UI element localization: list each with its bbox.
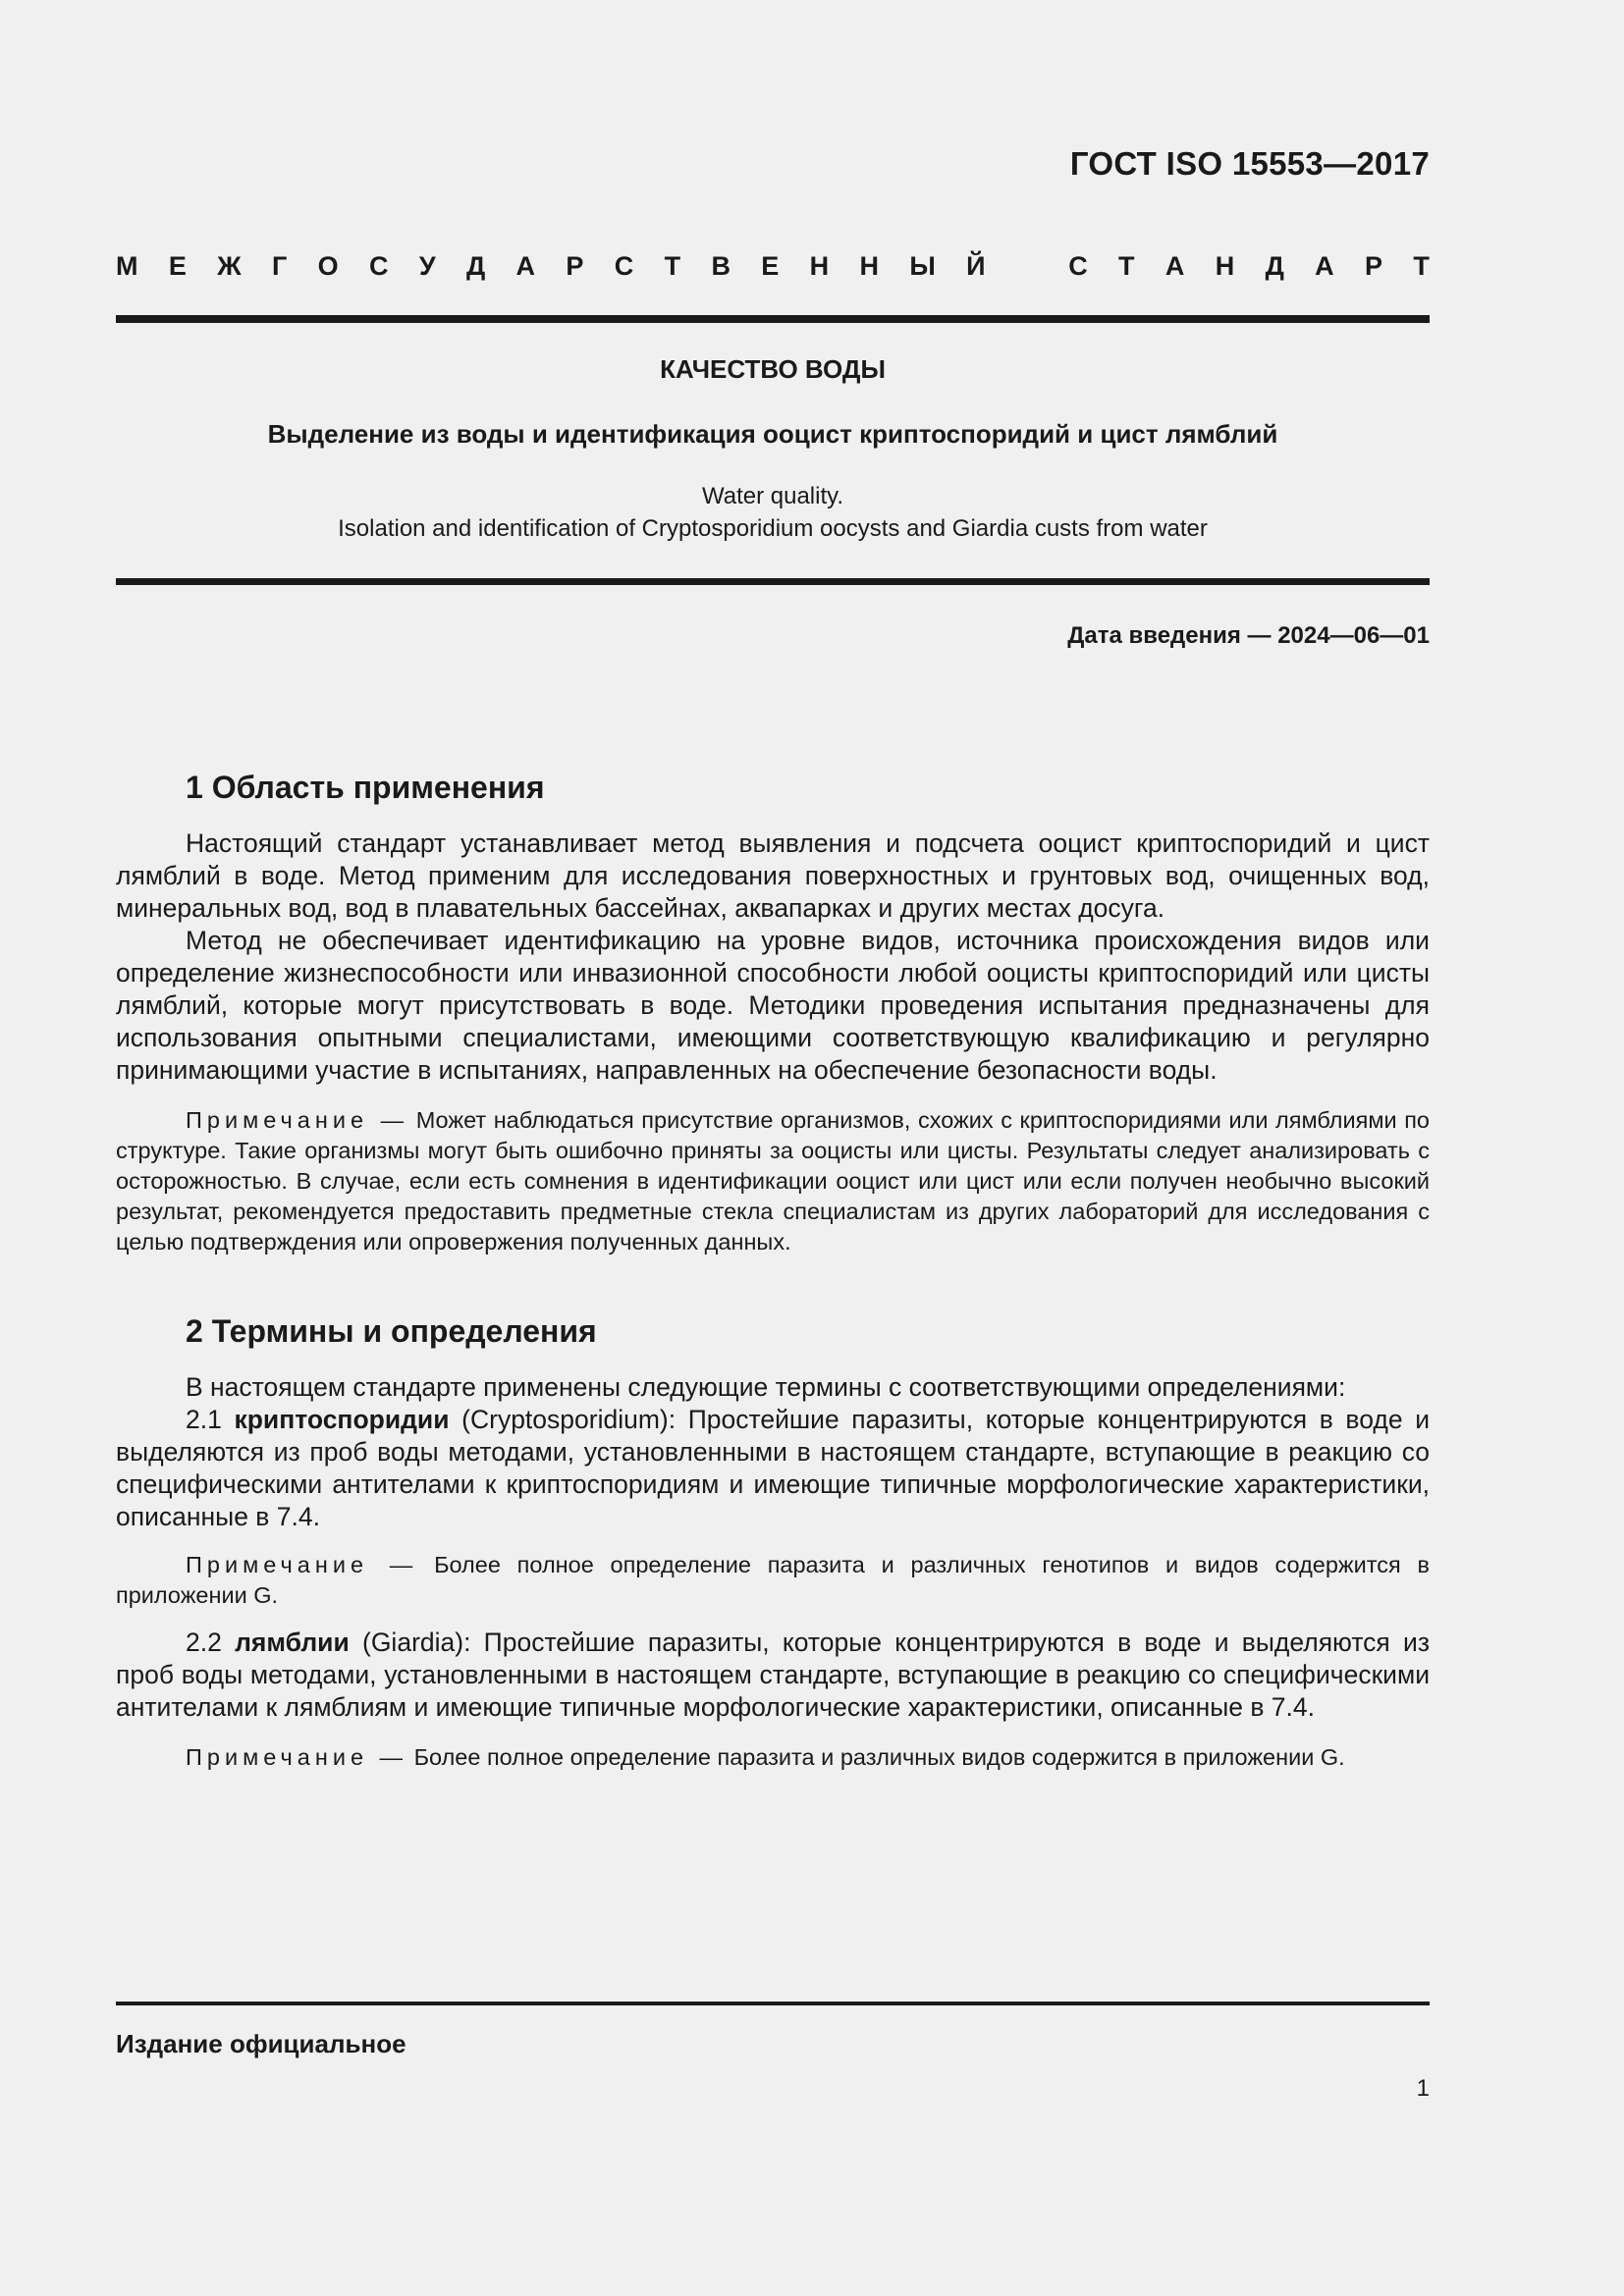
term-2-2 xyxy=(116,1627,1430,1724)
standard-type-letter: Т xyxy=(664,251,681,281)
term-number: 2.1 xyxy=(186,1405,222,1434)
standard-type-letter: Н xyxy=(1215,251,1235,281)
term-2-2-note xyxy=(116,1742,1430,1773)
term-name: лямблии xyxy=(235,1628,350,1657)
footer-rule xyxy=(116,2002,1430,2005)
document-page xyxy=(116,0,1430,2296)
section-2-intro: В настоящем стандарте применены следующие термины с соответствующими определениями: xyxy=(186,1372,1346,1402)
term-name: криптоспоридии xyxy=(234,1405,450,1434)
standard-type-letter: Т xyxy=(1413,251,1430,281)
edition-label: Издание официальное xyxy=(116,2029,406,2058)
standard-type-letter: А xyxy=(515,251,536,281)
standard-type-letter: Ж xyxy=(217,251,242,281)
term-definition: (Giardia): Простейшие паразиты, которые концентрируются в воде и выделяются из проб воды методами, установленными в настоящем стандарте, вступающие в реакцию со специфическими антителами к лямблиям и имеющие типичные морфологические характеристики, описанные в 7.4. xyxy=(116,1628,1430,1722)
standard-type-letter: Ы xyxy=(909,251,936,281)
main-title: КАЧЕСТВО ВОДЫ xyxy=(660,354,886,384)
standard-type-letter: С xyxy=(614,251,634,281)
standard-type-letter: А xyxy=(1315,251,1334,281)
note-text: Может наблюдаться присутствие организмов, схожих с криптоспоридиями или лямблиями по структуре. Такие организмы могут быть ошибочно приняты за ооцисты или цисты. Результаты следует анализировать с осторожностью. В случае, если есть сомнения в идентификации ооцист или цист или если получен необычно высокий результат, рекомендуется предоставить предметные стекла специалистам из других лабораторий для исследования с целью подтверждения или опровержения полученных данных. xyxy=(116,1107,1430,1255)
note-label: Примечание — xyxy=(186,1744,408,1770)
standard-type-letter: Н xyxy=(859,251,879,281)
sub-title: Выделение из воды и идентификация ооцист криптоспоридий и цист лямблий xyxy=(267,419,1278,449)
letter-gap xyxy=(1016,251,1038,282)
term-2-1-note xyxy=(116,1550,1430,1611)
introduction-date: Дата введения — 2024—06—01 xyxy=(1067,622,1430,649)
standard-type-letter: С xyxy=(368,251,389,281)
standard-type-letter: Д xyxy=(465,251,486,281)
title-bottom-rule xyxy=(116,578,1430,585)
document-code: ГОСТ ISO 15553—2017 xyxy=(1069,145,1430,182)
term-definition: (Cryptosporidium): Простейшие паразиты, которые концентрируются в воде и выделяются из проб воды методами, установленными в настоящем стандарте, вступающие в реакцию со специфическими антителами к криптоспоридиям и имеющие типичные морфологические характеристики, описанные в 7.4. xyxy=(116,1405,1430,1531)
top-rule xyxy=(116,315,1430,323)
standard-type-letter: Е xyxy=(761,251,780,281)
standard-type-letter: А xyxy=(1164,251,1185,281)
english-title-line-1: Water quality. xyxy=(701,483,844,509)
section-2-heading: 2 Термины и определения xyxy=(186,1313,597,1349)
english-title-line-2: Isolation and identification of Cryptosporidium oocysts and Giardia custs from water xyxy=(338,515,1208,542)
note-paragraph xyxy=(116,1105,1430,1257)
term-number: 2.2 xyxy=(186,1628,222,1657)
note-text: Более полное определение паразита и различных видов содержится в приложении G. xyxy=(413,1744,1345,1770)
standard-type-letter: О xyxy=(317,251,339,281)
english-title xyxy=(116,480,1430,545)
term-2-2-block xyxy=(116,1627,1430,1724)
standard-type-letter: У xyxy=(418,251,436,281)
note-label: Примечание — xyxy=(186,1552,418,1577)
section-1-heading: 1 Область применения xyxy=(186,770,545,805)
note-label: Примечание — xyxy=(186,1107,409,1133)
note-paragraph xyxy=(116,1550,1430,1611)
page-number: 1 xyxy=(1416,2075,1430,2102)
standard-type-letter: Т xyxy=(1118,251,1135,281)
standard-type-heading xyxy=(116,251,1430,282)
note-paragraph xyxy=(116,1742,1430,1773)
section-2-body xyxy=(116,1371,1430,1533)
standard-type-letter: Й xyxy=(966,251,986,281)
standard-type-letter: Р xyxy=(566,251,584,281)
section-1-paragraph-2: Метод не обеспечивает идентификацию на уровне видов, источника происхождения видов или определение жизнеспособности или инвазионной способности любой ооцисты криптоспоридий или цисты лямблий, которые могут присутствовать в воде. Методики проведения испытания предназначены для использования опытными специалистами, имеющими соответствующую квалификацию и регулярно принимающими участие в испытаниях, направленных на обеспечение безопасности воды. xyxy=(116,926,1430,1085)
standard-type-letter: Г xyxy=(271,251,288,281)
standard-type-letter: Е xyxy=(168,251,187,281)
standard-type-letter: Р xyxy=(1365,251,1383,281)
term-2-1 xyxy=(116,1404,1430,1533)
standard-type-letter: Д xyxy=(1265,251,1284,281)
section-1-body xyxy=(116,828,1430,1087)
standard-type-letter: С xyxy=(1068,251,1088,281)
note-text: Более полное определение паразита и различных генотипов и видов содержится в приложении G. xyxy=(116,1552,1430,1608)
standard-type-letter: М xyxy=(116,251,138,281)
section-1-paragraph-1: Настоящий стандарт устанавливает метод выявления и подсчета ооцист криптоспоридий и цист лямблий в воде. Метод применим для исследования поверхностных и грунтовых вод, очищенных вод, минеральных вод, вод в плавательных бассейнах, аквапарках и других местах досуга. xyxy=(116,828,1430,923)
standard-type-letter: Н xyxy=(809,251,830,281)
standard-type-letter: В xyxy=(711,251,731,281)
section-1-note xyxy=(116,1105,1430,1257)
